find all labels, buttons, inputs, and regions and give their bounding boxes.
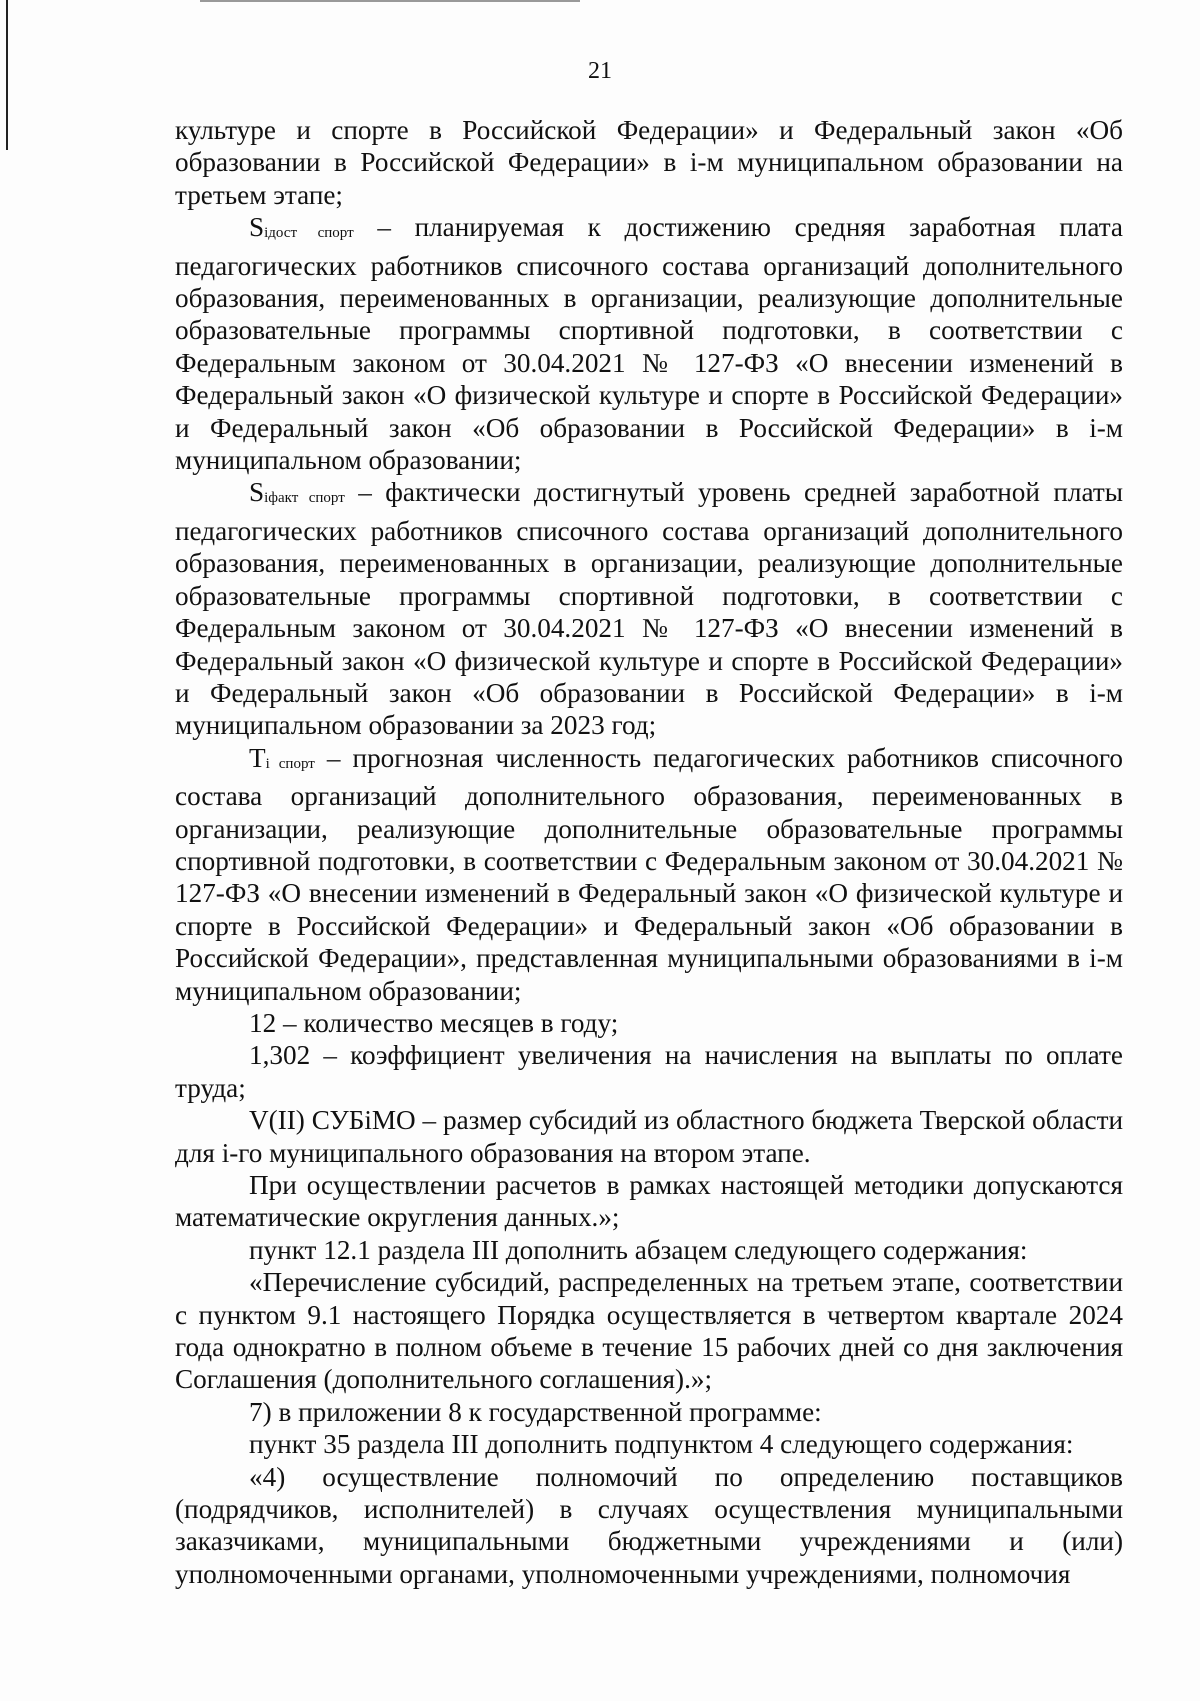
paragraph-coefficient: 1,302 – коэффициент увеличения на начисления на выплаты по оплате труда; bbox=[175, 1040, 1123, 1103]
symbol-s: S bbox=[249, 212, 265, 243]
scan-edge-line bbox=[200, 0, 580, 2]
symbol-t: T bbox=[249, 742, 266, 773]
definition-text: – прогнозная численность педагогических работников списочного состава организаций дополнительного образования, переименованных в организации, реализующие дополнительные образовательные программы спортивной подготовки, в соответствии с Федеральным законом от 30.04.2021 № 127-ФЗ «О внесении изменений в Федеральный закон «О физической культуре и спорте в Российской Федерации» и Федеральный закон «Об образовании в Российской Федерации», представленная муниципальными образованиями в i-м муниципальном образовании; bbox=[175, 742, 1123, 1006]
symbol-subscript: i спорт bbox=[265, 755, 315, 772]
symbol-subscript: iфакт спорт bbox=[264, 490, 345, 507]
definition-text: – планируемая к достижению средняя заработная плата педагогических работников списочного состава организаций дополнительного образования, переименованных в организации, реализующие дополнительные образовательные программы спортивной подготовки, в соответствии с Федеральным законом от 30.04.2021 № 127-ФЗ «О внесении изменений в Федеральный закон «О физической культуре и спорте в Российской Федерации» и Федеральный закон «Об образовании в Российской Федерации» в i-м муниципальном образовании; bbox=[175, 212, 1124, 476]
paragraph-amendment-12-1: пункт 12.1 раздела III дополнить абзацем следующего содержания: bbox=[249, 1234, 1028, 1265]
paragraph-rounding: При осуществлении расчетов в рамках настоящей методики допускаются математические округления данных.»; bbox=[175, 1170, 1123, 1233]
paragraph-continuation: культуре и спорте в Российской Федерации» и Федеральный закон «Об образовании в Российской Федерации» в i-м муниципальном образовании на третьем этапе; bbox=[175, 115, 1123, 210]
paragraph-s-fakt-definition bbox=[175, 476, 1123, 741]
definition-text: – фактически достигнутый уровень средней заработной платы педагогических работников списочного состава организаций дополнительного образования, переименованных в организации, реализующие дополнительные образовательные программы спортивной подготовки, в соответствии с Федеральным законом от 30.04.2021 № 127-ФЗ «О внесении изменений в Федеральный закон «О физической культуре и спорте в Российской Федерации» и Федеральный закон «Об образовании в Российской Федерации» в i-м муниципальном образовании за 2023 год; bbox=[175, 477, 1123, 741]
paragraph-subsidy-definition: V(II) СУБiМО – размер субсидий из областного бюджета Тверской области для i-го муниципального образования на втором этапе. bbox=[175, 1105, 1123, 1168]
paragraph-subitem-4: «4) осуществление полномочий по определению поставщиков (подрядчиков, исполнителей) в случаях осуществления муниципальными заказчиками, муниципальными бюджетными учреждениями и (или) уполномоченными органами, уполномоченными учреждениями, полномочия bbox=[175, 1461, 1123, 1589]
page-number: 21 bbox=[588, 58, 612, 84]
symbol-subscript: iдост спорт bbox=[264, 225, 354, 242]
symbol-s: S bbox=[249, 477, 265, 508]
paragraph-appendix-8: 7) в приложении 8 к государственной программе: bbox=[249, 1396, 822, 1427]
paragraph-t-definition bbox=[175, 742, 1123, 1007]
paragraph-s-dost-definition bbox=[175, 211, 1123, 476]
paragraph-transfer-quote: «Перечисление субсидий, распределенных на третьем этапе, соответствии с пунктом 9.1 настоящего Порядка осуществляется в четвертом квартале 2024 года однократно в полном объеме в течение 15 рабочих дней со дня заключения Соглашения (дополнительного соглашения).»; bbox=[175, 1267, 1123, 1395]
document-body bbox=[175, 114, 1123, 1590]
paragraph-amendment-35: пункт 35 раздела III дополнить подпунктом 4 следующего содержания: bbox=[249, 1429, 1074, 1460]
paragraph-months: 12 – количество месяцев в году; bbox=[249, 1007, 619, 1038]
